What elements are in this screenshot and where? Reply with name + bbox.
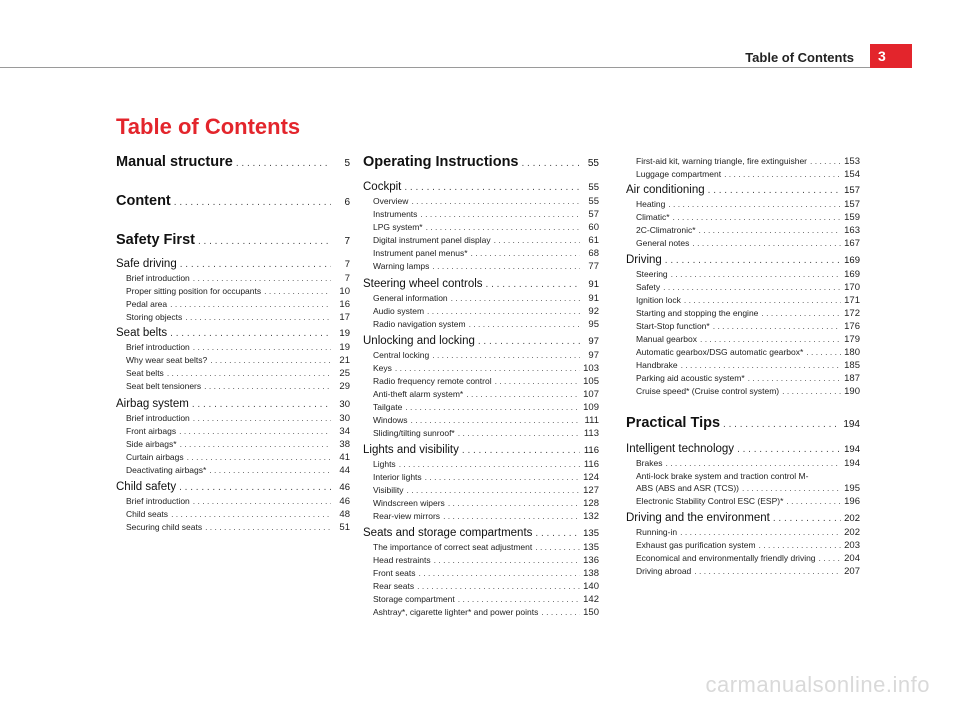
toc-item[interactable]: Windscreen wipers . . . 128 <box>363 498 599 509</box>
toc-item[interactable]: Lights . . . 116 <box>363 459 599 470</box>
toc-item[interactable]: Head restraints . . . 136 <box>363 555 599 566</box>
toc-item[interactable]: Brief introduction . . . 19 <box>116 342 350 353</box>
toc-item[interactable]: Rear seats . . . 140 <box>363 581 599 592</box>
toc-entry-operating-instructions[interactable]: Operating Instructions . . . 55 <box>363 154 599 170</box>
toc-item[interactable]: Anti-theft alarm system* . . . 107 <box>363 389 599 400</box>
toc-item[interactable]: Storing objects . . . 17 <box>116 312 350 323</box>
running-header-title: Table of Contents <box>745 50 854 65</box>
toc-item[interactable]: Ignition lock . . . 171 <box>626 295 860 306</box>
toc-item[interactable]: Electronic Stability Control ESC (ESP)* . . . 196 <box>626 496 860 507</box>
toc-item[interactable]: Storage compartment . . . 142 <box>363 594 599 605</box>
toc-item[interactable]: Keys . . . 103 <box>363 363 599 374</box>
toc-item[interactable]: Brief introduction . . . 30 <box>116 413 350 424</box>
toc-section-unlocking-and-locking[interactable]: Unlocking and locking . . . 97 <box>363 335 599 347</box>
toc-item[interactable]: Securing child seats . . . 51 <box>116 522 350 533</box>
toc-item[interactable]: First-aid kit, warning triangle, fire extinguisher . . . 153 <box>626 156 860 167</box>
toc-item[interactable]: Instruments . . . 57 <box>363 209 599 220</box>
watermark: carmanualsonline.info <box>705 672 930 697</box>
toc-section-cockpit[interactable]: Cockpit . . . 55 <box>363 181 599 193</box>
toc-item[interactable]: Visibility . . . 127 <box>363 485 599 496</box>
toc-item[interactable]: Overview . . . 55 <box>363 196 599 207</box>
toc-item[interactable]: Driving abroad . . . 207 <box>626 566 860 577</box>
toc-item[interactable]: Automatic gearbox/DSG automatic gearbox* . . . 180 <box>626 347 860 358</box>
toc-item[interactable]: Sliding/tilting sunroof* . . . 113 <box>363 428 599 439</box>
toc-item[interactable]: The importance of correct seat adjustment . . . 135 <box>363 542 599 553</box>
toc-section-driving-and-environment[interactable]: Driving and the environment . . . 202 <box>626 512 860 524</box>
toc-section-lights-and-visibility[interactable]: Lights and visibility . . . 116 <box>363 444 599 456</box>
toc-item[interactable]: Safety . . . 170 <box>626 282 860 293</box>
toc-item[interactable]: Heating . . . 157 <box>626 199 860 210</box>
toc-item[interactable]: Manual gearbox . . . 179 <box>626 334 860 345</box>
toc-entry-safety-first[interactable]: Safety First . . . 7 <box>116 232 350 248</box>
toc-item[interactable]: Climatic* . . . 159 <box>626 212 860 223</box>
toc-item[interactable]: Pedal area . . . 16 <box>116 299 350 310</box>
toc-section-seats-and-storage[interactable]: Seats and storage compartments . . . 135 <box>363 527 599 539</box>
toc-item[interactable]: Curtain airbags . . . 41 <box>116 452 350 463</box>
toc-item[interactable]: Brakes . . . 194 <box>626 458 860 469</box>
toc-item[interactable]: Brief introduction . . . 7 <box>116 273 350 284</box>
toc-item[interactable]: Start-Stop function* . . . 176 <box>626 321 860 332</box>
toc-section-driving[interactable]: Driving . . . 169 <box>626 254 860 266</box>
toc-item[interactable]: 2C-Climatronic* . . . 163 <box>626 225 860 236</box>
toc-item[interactable]: Audio system . . . 92 <box>363 306 599 317</box>
toc-item[interactable]: Child seats . . . 48 <box>116 509 350 520</box>
toc-entry-practical-tips[interactable]: Practical Tips . . . 194 <box>626 415 860 431</box>
toc-item[interactable]: Brief introduction . . . 46 <box>116 496 350 507</box>
toc-item[interactable]: Radio frequency remote control . . . 105 <box>363 376 599 387</box>
toc-item[interactable]: Economical and environmentally friendly driving . . . 204 <box>626 553 860 564</box>
page-title: Table of Contents <box>116 114 301 139</box>
toc-item[interactable]: General information . . . 91 <box>363 293 599 304</box>
toc-item[interactable]: Tailgate . . . 109 <box>363 402 599 413</box>
toc-item[interactable]: Cruise speed* (Cruise control system) . . . 190 <box>626 386 860 397</box>
toc-section-air-conditioning[interactable]: Air conditioning . . . 157 <box>626 184 860 196</box>
toc-item[interactable]: Seat belt tensioners . . . 29 <box>116 381 350 392</box>
toc-item[interactable]: Central locking . . . 97 <box>363 350 599 361</box>
toc-item[interactable]: Steering . . . 169 <box>626 269 860 280</box>
toc-entry-content[interactable]: Content . . . 6 <box>116 193 350 209</box>
toc-section-intelligent-technology[interactable]: Intelligent technology . . . 194 <box>626 443 860 455</box>
toc-item[interactable]: Starting and stopping the engine . . . 172 <box>626 308 860 319</box>
toc-entry-manual-structure[interactable]: Manual structure . . . 5 <box>116 154 350 170</box>
toc-item[interactable]: Ashtray*, cigarette lighter* and power points . . . 150 <box>363 607 599 618</box>
toc-section-seat-belts[interactable]: Seat belts . . . 19 <box>116 327 350 339</box>
toc-section-safe-driving[interactable]: Safe driving . . . 7 <box>116 258 350 270</box>
toc-item[interactable]: LPG system* . . . 60 <box>363 222 599 233</box>
toc-item[interactable]: Parking aid acoustic system* . . . 187 <box>626 373 860 384</box>
toc-item[interactable]: Instrument panel menus* . . . 68 <box>363 248 599 259</box>
page-number-badge: 3 <box>870 44 912 68</box>
toc-item[interactable]: Handbrake . . . 185 <box>626 360 860 371</box>
toc-item[interactable]: Front airbags . . . 34 <box>116 426 350 437</box>
toc-item[interactable]: Luggage compartment . . . 154 <box>626 169 860 180</box>
toc-item[interactable]: Running-in . . . 202 <box>626 527 860 538</box>
toc-item[interactable]: Front seats . . . 138 <box>363 568 599 579</box>
header-rule <box>0 67 870 68</box>
toc-item[interactable]: Interior lights . . . 124 <box>363 472 599 483</box>
toc-item[interactable]: Side airbags* . . . 38 <box>116 439 350 450</box>
toc-item[interactable]: Digital instrument panel display . . . 61 <box>363 235 599 246</box>
toc-section-child-safety[interactable]: Child safety . . . 46 <box>116 481 350 493</box>
toc-item-abs[interactable]: Anti-lock brake system and traction control M- ABS (ABS and ASR (TCS)) . . . 195 <box>636 470 860 495</box>
toc-section-airbag-system[interactable]: Airbag system . . . 30 <box>116 398 350 410</box>
toc-item[interactable]: Proper sitting position for occupants . . . 10 <box>116 286 350 297</box>
toc-section-steering-wheel-controls[interactable]: Steering wheel controls . . . 91 <box>363 278 599 290</box>
toc-item[interactable]: Why wear seat belts? . . . 21 <box>116 355 350 366</box>
toc-item[interactable]: Windows . . . 111 <box>363 415 599 426</box>
toc-item[interactable]: Radio navigation system . . . 95 <box>363 319 599 330</box>
toc-item[interactable]: Rear-view mirrors . . . 132 <box>363 511 599 522</box>
toc-item[interactable]: Deactivating airbags* . . . 44 <box>116 465 350 476</box>
toc-item[interactable]: Seat belts . . . 25 <box>116 368 350 379</box>
toc-item[interactable]: Exhaust gas purification system . . . 203 <box>626 540 860 551</box>
toc-item[interactable]: General notes . . . 167 <box>626 238 860 249</box>
toc-item[interactable]: Warning lamps . . . 77 <box>363 261 599 272</box>
